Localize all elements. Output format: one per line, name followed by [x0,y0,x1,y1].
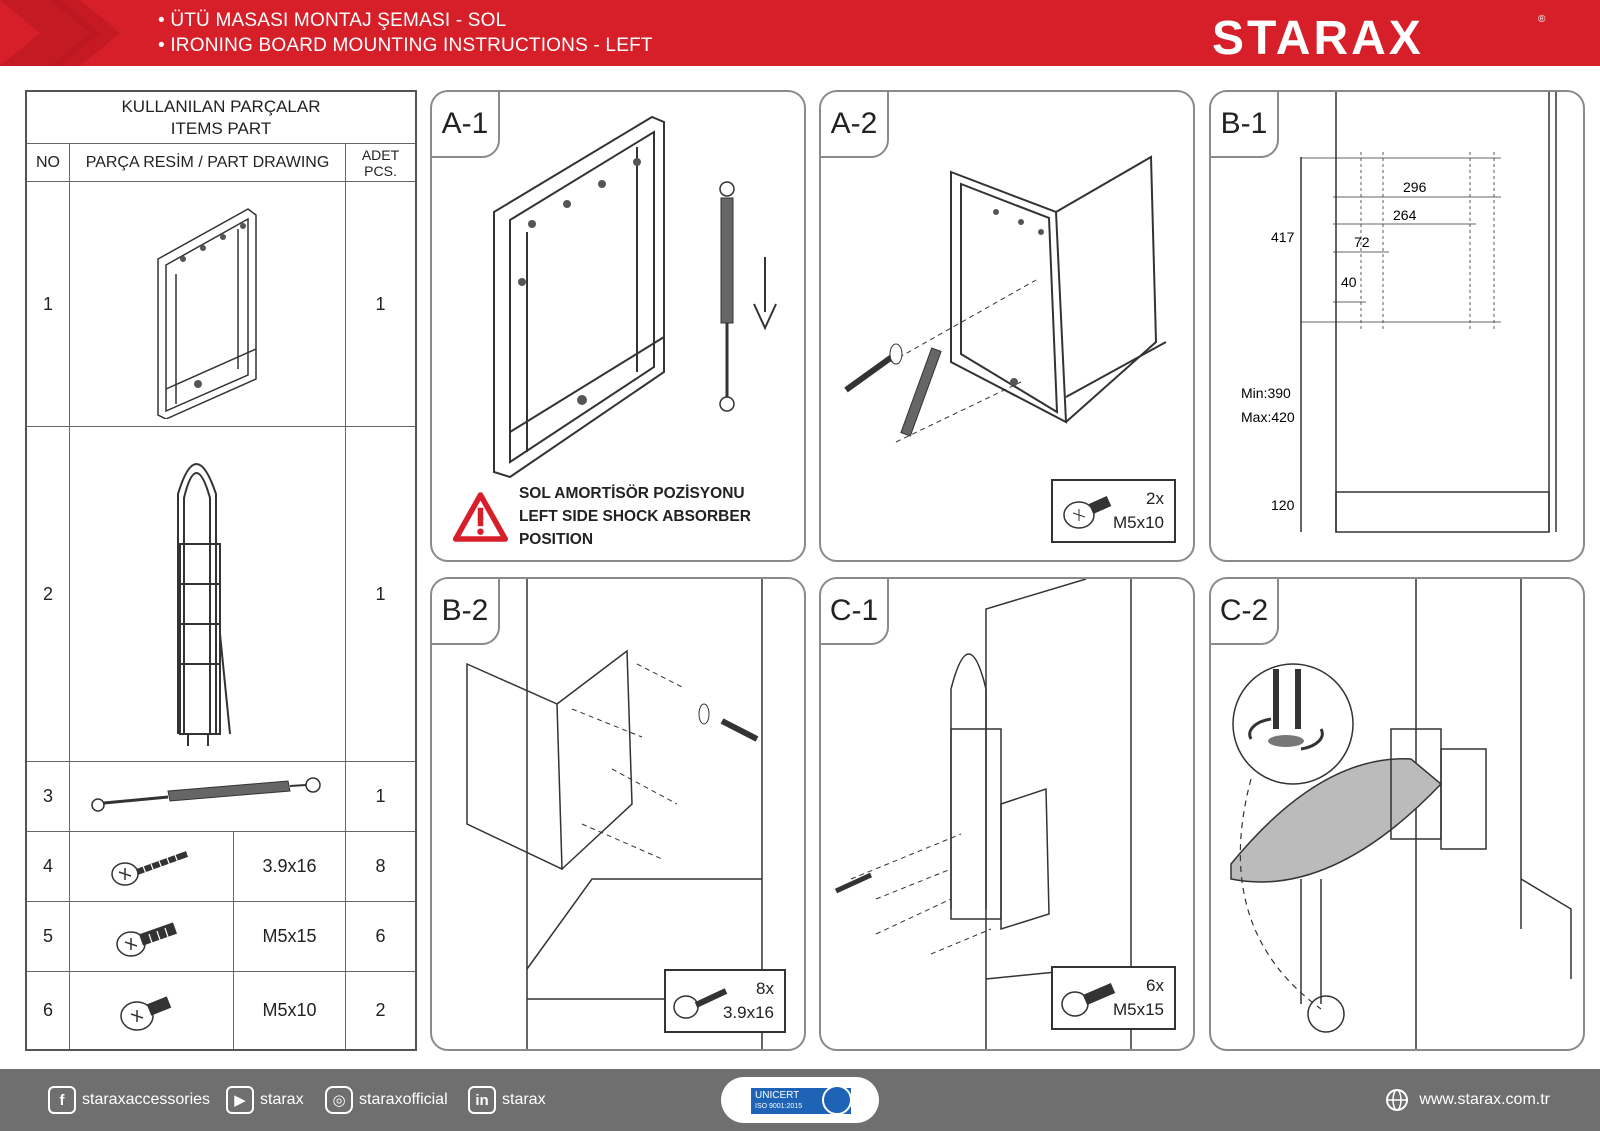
globe-icon [1385,1088,1409,1112]
shock-warning [452,482,804,551]
row2-qty: 1 [346,427,415,762]
panel-b1 [1209,90,1585,562]
header-bar [0,0,1600,66]
panel-c1 [819,577,1195,1051]
iso-certificate-badge [721,1077,879,1123]
row5-size: M5x15 [234,902,346,972]
a2-size: M5x10 [1112,513,1164,532]
row1-qty: 1 [346,182,415,427]
cert-line2: ISO 9001:2015 [755,1103,803,1110]
row3-qty: 1 [346,762,415,832]
warning-text-en: LEFT SIDE SHOCK ABSORBER POSITION [518,508,751,548]
screw-icon [670,975,730,1029]
screw-icon [1059,485,1119,539]
youtube-link[interactable] [226,1069,304,1131]
footer-bar [0,1069,1600,1131]
facebook-handle: staraxaccessories [82,1091,211,1108]
dim-40: 40 [1341,274,1357,290]
ironing-board-drawing [158,434,258,754]
b2-count: 8x [756,979,774,998]
mounting-frame-drawing [138,189,278,419]
row6-size: M5x10 [234,972,346,1049]
logo-registered-mark: ® [1538,14,1546,25]
panel-c2 [1209,577,1585,1051]
instagram-handle: staraxofficial [359,1091,448,1108]
row4-no: 4 [27,832,70,902]
warning-text-tr: SOL AMORTİSÖR POZİSYONU [518,485,745,502]
a2-screw-callout [1051,479,1176,543]
website-url: www.starax.com.tr [1419,1091,1550,1108]
website-link[interactable] [1385,1069,1550,1131]
row3-no: 3 [27,762,70,832]
zoom-detail-circle [1233,664,1353,784]
linkedin-link[interactable] [468,1069,546,1131]
instagram-link[interactable] [325,1069,448,1131]
row6-qty: 2 [375,1000,386,1020]
col-header-no: NO [27,144,70,182]
col-qty-en: PCS. [364,162,397,179]
row1-no: 1 [27,182,70,427]
machine-screw-icon [107,912,197,962]
cert-line1: UNICERT [755,1090,800,1101]
row2-no: 2 [27,427,70,762]
parts-table-title [27,92,415,144]
row4-drawing-screw [70,832,234,902]
dim-min: Min:390 [1241,385,1291,401]
row2-drawing-ironing-board [70,427,346,762]
row4-size: 3.9x16 [234,832,346,902]
screw-icon [1057,972,1117,1026]
panel-c2-label: C-2 [1209,577,1279,645]
starax-logo [1212,12,1552,58]
dim-264: 264 [1393,207,1417,223]
panel-c2-illustration [1211,579,1585,1051]
facebook-icon: f [48,1086,76,1114]
gas-spring-drawing [720,182,734,411]
parts-title-tr: KULLANILAN PARÇALAR [121,96,321,116]
row5-qty: 6 [346,902,415,972]
anchor-screw-drawing [846,344,902,390]
panel-a1 [430,90,806,562]
dim-120: 120 [1271,497,1295,513]
row4-qty: 8 [346,832,415,902]
b2-size: 3.9x16 [722,1003,774,1022]
linkedin-handle: starax [502,1091,546,1108]
panel-a2 [819,90,1195,562]
c1-size: M5x15 [1112,1000,1164,1019]
shock-absorber-drawing [88,777,328,817]
dim-72: 72 [1354,234,1370,250]
dim-296: 296 [1403,179,1427,195]
linkedin-icon: in [468,1086,496,1114]
panel-b2 [430,577,806,1051]
c1-count: 6x [1146,976,1164,995]
panel-b1-label: B-1 [1209,90,1279,158]
panel-b2-label: B-2 [430,577,500,645]
warning-icon [452,489,509,545]
arrow-down-icon [754,257,776,328]
instagram-icon: ◎ [325,1086,353,1114]
row6-no: 6 [27,972,70,1049]
parts-table [25,90,417,1051]
youtube-icon: ▶ [226,1086,254,1114]
header-titles [158,8,653,58]
panel-c1-label: C-1 [819,577,889,645]
header-title-tr: • ÜTÜ MASASI MONTAJ ŞEMASI - SOL [158,10,507,31]
panel-a1-label: A-1 [430,90,500,158]
col-header-qty [346,144,415,182]
col-header-drawing: PARÇA RESİM / PART DRAWING [70,144,346,182]
a2-count: 2x [1146,489,1164,508]
row6-drawing-screw [70,972,234,1049]
logo-text: STARAX [1212,12,1424,58]
panel-a2-label: A-2 [819,90,889,158]
b2-screw-callout [664,969,786,1033]
c1-screw-callout [1051,966,1176,1030]
short-screw-icon [107,986,197,1036]
row3-drawing-shock-absorber [70,762,346,832]
row1-drawing-frame [70,182,346,427]
header-title-en: • IRONING BOARD MOUNTING INSTRUCTIONS - LEFT [158,35,653,56]
panel-b1-dimension-diagram [1211,92,1585,562]
dim-max: Max:420 [1241,409,1295,425]
dim-417: 417 [1271,229,1295,245]
cert-seal-icon [822,1085,852,1115]
parts-title-en: ITEMS PART [170,118,272,138]
row5-drawing-screw [70,902,234,972]
youtube-handle: starax [260,1091,304,1108]
col-qty-tr: ADET [361,146,400,163]
wood-screw-icon [107,842,197,892]
row5-no: 5 [27,902,70,972]
facebook-link[interactable] [48,1069,210,1131]
